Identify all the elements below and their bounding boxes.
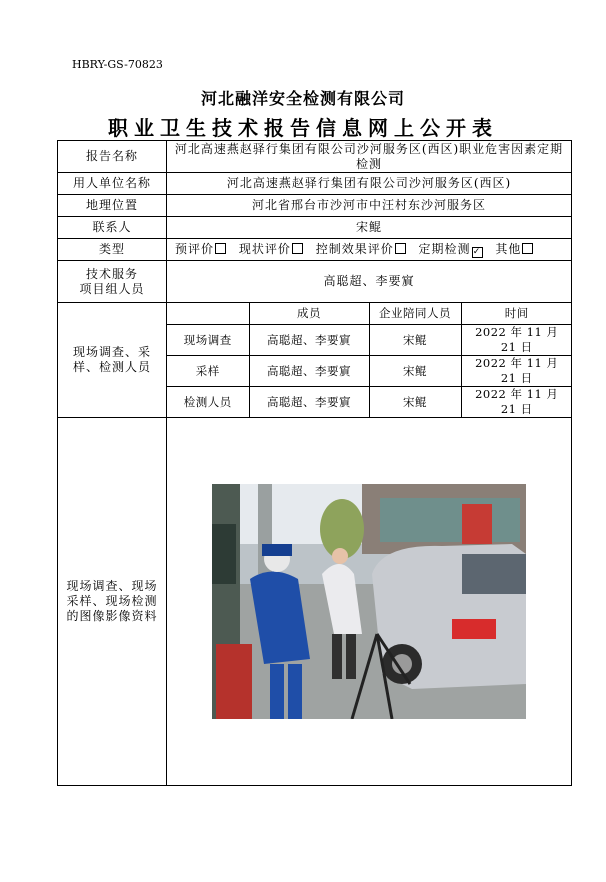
type-row — [58, 239, 572, 261]
field-photo — [212, 484, 526, 719]
company-name: 河北融洋安全检测有限公司 — [200, 89, 405, 108]
contact-label: 联系人 — [58, 217, 167, 239]
location-label: 地理位置 — [58, 195, 167, 217]
employer-row — [58, 173, 572, 195]
employer-label: 用人单位名称 — [58, 173, 167, 195]
disclosure-table — [57, 140, 572, 786]
header-companion: 企业陪同人员 — [369, 303, 461, 325]
tech-team-value: 高聪超、李要賔 — [167, 261, 572, 303]
location-row — [58, 195, 572, 217]
table-row: 现场调查 高聪超、李要賔 宋鲲 2022 年 11 月 21 日 — [167, 325, 572, 356]
report-name-label: 报告名称 — [58, 141, 167, 173]
page-title: 职业卫生技术报告信息网上公开表 — [108, 116, 498, 140]
images-label: 现场调查、现场采样、现场检测的图像影像资料 — [58, 418, 167, 786]
type-option-other: 其他 — [495, 242, 541, 256]
field-staff-table — [167, 303, 572, 417]
checkbox-icon[interactable] — [292, 243, 303, 254]
tech-team-label: 技术服务 项目组人员 — [58, 261, 167, 303]
header-date: 时间 — [461, 303, 572, 325]
contact-row — [58, 217, 572, 239]
checkbox-icon[interactable] — [395, 243, 406, 254]
header-members: 成员 — [249, 303, 369, 325]
table-row: 采样 高聪超、李要賔 宋鲲 2022 年 11 月 21 日 — [167, 356, 572, 387]
employer-value: 河北高速燕赵驿行集团有限公司沙河服务区(西区) — [167, 173, 572, 195]
document-id: HBRY-GS-70823 — [72, 58, 163, 71]
field-staff-header — [167, 303, 572, 325]
tech-team-row — [58, 261, 572, 303]
type-option-pre-eval: 预评价 — [175, 242, 234, 256]
report-name-row — [58, 141, 572, 173]
contact-value: 宋鲲 — [167, 217, 572, 239]
location-value: 河北省邢台市沙河市中汪村东沙河服务区 — [167, 195, 572, 217]
gas-station-photo-image — [212, 484, 526, 719]
type-option-control-eval: 控制效果评价 — [316, 242, 414, 256]
type-option-status-eval: 现状评价 — [239, 242, 311, 256]
type-options — [167, 239, 572, 261]
images-row — [58, 418, 572, 786]
type-option-periodic: 定期检测 ✓ — [418, 241, 482, 257]
checkbox-icon[interactable] — [522, 243, 533, 254]
type-label: 类型 — [58, 239, 167, 261]
field-staff-label: 现场调查、采样、检测人员 — [58, 303, 167, 418]
field-staff-row — [58, 303, 572, 418]
checkbox-checked-icon[interactable]: ✓ — [472, 246, 482, 257]
report-name-value: 河北高速燕赵驿行集团有限公司沙河服务区(西区)职业危害因素定期检测 — [167, 141, 572, 173]
table-row: 检测人员 高聪超、李要賔 宋鲲 2022 年 11 月 21 日 — [167, 387, 572, 418]
checkbox-icon[interactable] — [215, 243, 226, 254]
